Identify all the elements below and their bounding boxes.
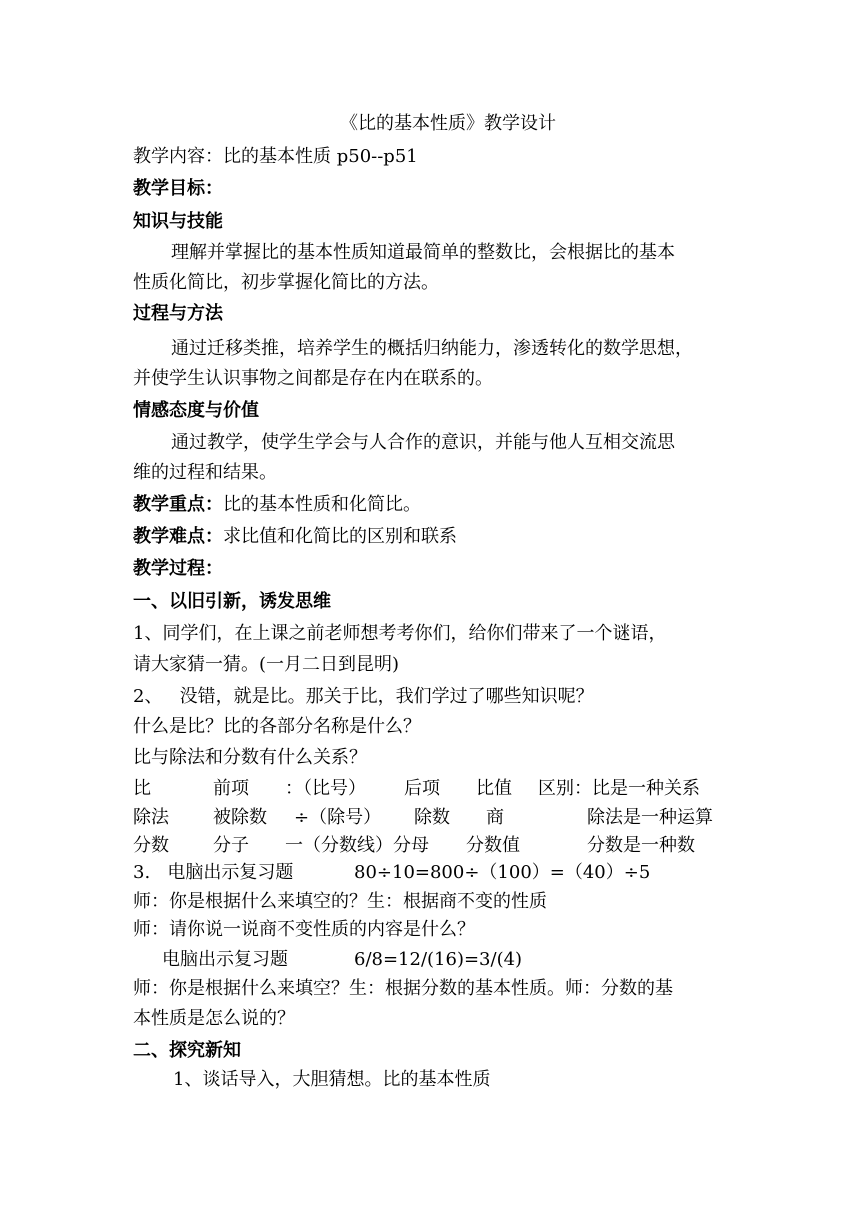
process-heading: 过程与方法 xyxy=(133,303,223,324)
emotion-text-2: 维的过程和结果。 xyxy=(133,462,277,483)
emotion-heading: 情感态度与价值 xyxy=(133,400,259,421)
s2-line-1: 1、谈话导入，大胆猜想。比的基本性质 xyxy=(173,1069,491,1090)
content-line xyxy=(133,146,418,170)
cmp-cell: 分数 xyxy=(133,835,169,856)
cmp-cell: 除数 xyxy=(414,807,450,828)
s1-line-11: 本性质是怎么说的？ xyxy=(133,1008,295,1029)
s1-line-10: 师：你是根据什么来填空？生：根据分数的基本性质。师：分数的基 xyxy=(133,978,673,999)
s1-line-3: 2、 没错，就是比。那关于比，我们学过了哪些知识呢？ xyxy=(133,686,594,707)
cmp-cell: 分子 xyxy=(213,835,249,856)
section2-heading: 二、探究新知 xyxy=(133,1040,241,1061)
difficulty-line xyxy=(133,526,457,550)
content-label: 教学内容： xyxy=(133,146,223,167)
cmp-cell: 被除数 xyxy=(213,807,267,828)
review-label: 3. 电脑出示复习题 xyxy=(133,862,294,883)
cmp-cell: 除法是一种运算 xyxy=(587,807,713,828)
s1-line-6 xyxy=(133,862,293,886)
s1-line-5: 比与除法和分数有什么关系？ xyxy=(133,747,367,768)
content-value: 比的基本性质 p50--p51 xyxy=(223,146,418,167)
cmp-cell: 分数值 xyxy=(466,835,520,856)
s1-line-9-label: 电脑出示复习题 xyxy=(162,949,288,970)
cmp-cell: ÷（除号） xyxy=(294,807,382,828)
review-equation-2: 6/8=12/(16)=3/(4) xyxy=(354,949,523,970)
cmp-cell: 比值 xyxy=(476,778,512,799)
process-text-1: 通过迁移类推，培养学生的概括归纳能力，渗透转化的数学思想， xyxy=(171,338,693,359)
knowledge-text-2: 性质化简比，初步掌握化简比的方法。 xyxy=(133,272,439,293)
s1-line-4: 什么是比？比的各部分名称是什么？ xyxy=(133,716,421,737)
section1-heading: 一、以旧引新，诱发思维 xyxy=(133,591,331,612)
cmp-cell: 区别：比是一种关系 xyxy=(538,778,700,799)
cmp-cell: 商 xyxy=(486,807,504,828)
objectives-heading: 教学目标： xyxy=(133,178,223,199)
s1-line-1: 1、同学们，在上课之前老师想考考你们，给你们带来了一个谜语， xyxy=(133,623,667,644)
cmp-cell: 分数是一种数 xyxy=(587,835,695,856)
cmp-cell: 除法 xyxy=(133,807,169,828)
knowledge-heading: 知识与技能 xyxy=(133,211,223,232)
emotion-text-1: 通过教学，使学生学会与人合作的意识，并能与他人互相交流思 xyxy=(171,432,675,453)
s1-line-2: 请大家猜一猜。(一月二日到昆明) xyxy=(133,654,400,675)
cmp-cell: 一（分数线）分母 xyxy=(285,835,429,856)
process-text-2: 并使学生认识事物之间都是存在内在联系的。 xyxy=(133,368,493,389)
s1-line-7: 师：你是根据什么来填空的？生：根据商不变的性质 xyxy=(133,891,547,912)
difficulty-value: 求比值和化简比的区别和联系 xyxy=(223,526,457,547)
process-steps-heading: 教学过程： xyxy=(133,558,223,579)
key-point-line xyxy=(133,494,421,518)
cmp-cell: 比 xyxy=(133,778,151,799)
key-point-value: 比的基本性质和化简比。 xyxy=(223,494,421,515)
cmp-cell: ：（比号） xyxy=(285,778,366,799)
review-equation-1: 80÷10=800÷（100）=（40）÷5 xyxy=(354,862,651,883)
difficulty-label: 教学难点： xyxy=(133,526,223,547)
s1-line-8: 师：请你说一说商不变性质的内容是什么？ xyxy=(133,919,475,940)
cmp-cell: 后项 xyxy=(404,778,440,799)
cmp-cell: 前项 xyxy=(213,778,249,799)
knowledge-text-1: 理解并掌握比的基本性质知道最简单的整数比，会根据比的基本 xyxy=(171,242,675,263)
document-title: 《比的基本性质》教学设计 xyxy=(340,113,556,134)
key-point-label: 教学重点： xyxy=(133,494,223,515)
